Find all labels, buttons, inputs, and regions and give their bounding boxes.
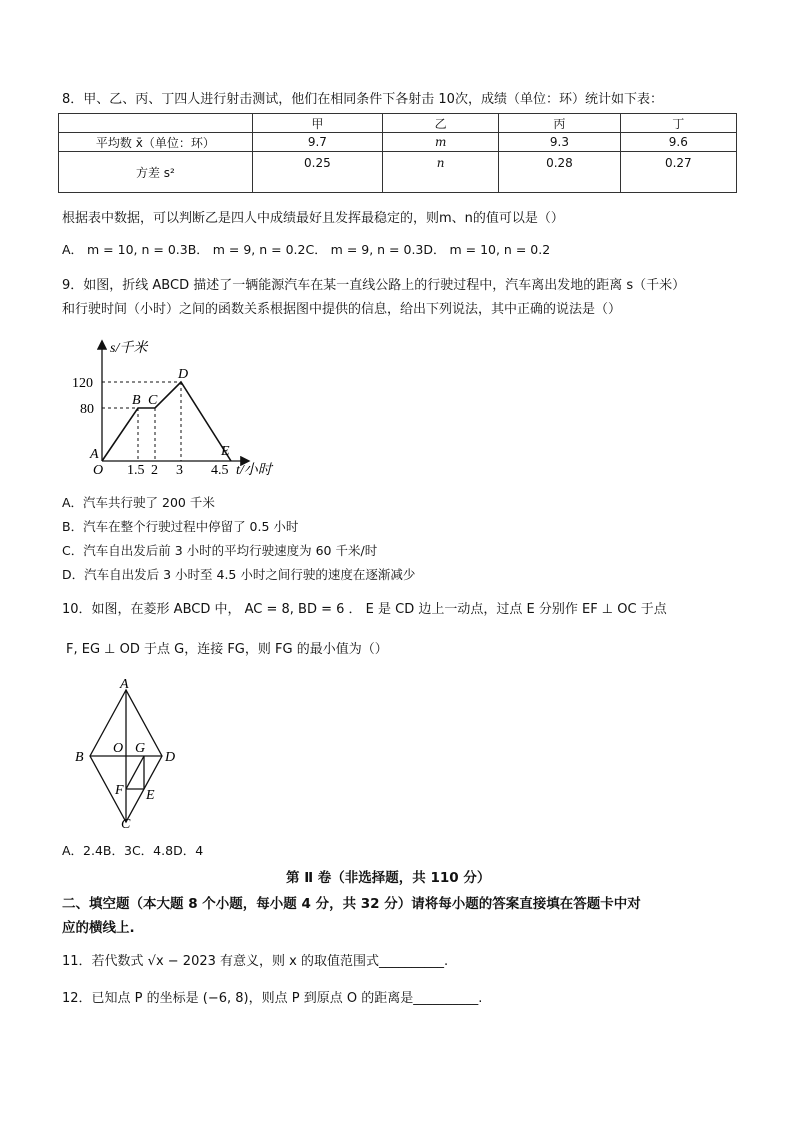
- q11-text: 11．若代数式 √x − 2023 有意义，则 x 的取值范围式__________.: [62, 954, 449, 969]
- table-cell: 9.6: [620, 133, 736, 152]
- table-cell: n: [383, 152, 499, 193]
- point-o-label: O: [113, 741, 124, 756]
- table-cell: 0.25: [252, 152, 382, 193]
- vertex-c-label: C: [121, 817, 131, 832]
- table-cell: m: [383, 133, 499, 152]
- point-label-b: B: [132, 393, 141, 408]
- table-cell: 9.7: [252, 133, 382, 152]
- table-header-cell: 丁: [620, 114, 736, 133]
- section-title: 第 Ⅱ 卷（非选择题，共 110 分）: [286, 870, 491, 886]
- table-row: [59, 133, 737, 152]
- table-row: [59, 152, 737, 193]
- q9-line1: 9．如图，折线 ABCD 描述了一辆能源汽车在某一直线公路上的行驶过程中，汽车离出发地的距离 s（千米）: [62, 278, 686, 293]
- section-heading-line1: 二、填空题（本大题 8 个小题，每小题 4 分，共 32 分）请将每小题的答案直接填在答题卡中对: [62, 896, 641, 912]
- y-tick-label: 120: [72, 376, 93, 391]
- q8-question: 根据表中数据，可以判断乙是四人中成绩最好且发挥最稳定的，则m、n的值可以是（）: [62, 211, 564, 226]
- x-tick-label: 2: [151, 463, 158, 478]
- q9-option-d: D．汽车自出发后 3 小时至 4.5 小时之间行驶的速度在逐渐减少: [62, 567, 416, 582]
- q9-line2: 和行驶时间（小时）之间的函数关系根据图中提供的信息，给出下列说法，其中正确的说法是（）: [62, 302, 622, 317]
- table-header-cell: [59, 114, 253, 133]
- point-label-d: D: [178, 367, 189, 382]
- table-header-cell: 丙: [499, 114, 620, 133]
- y-tick-label: 80: [80, 402, 94, 417]
- q8-stem: 8．甲、乙、丙、丁四人进行射击测试，他们在相同条件下各射击 10次，成绩（单位：环）统计如下表：: [62, 92, 663, 107]
- table-header-row: [59, 114, 737, 133]
- vertex-a-label: A: [120, 677, 129, 692]
- vertex-d-label: D: [165, 750, 176, 765]
- table-cell: 9.3: [499, 133, 620, 152]
- x-tick-label: 1.5: [127, 463, 145, 478]
- distance-time-graph: [68, 334, 286, 478]
- q10-options: A．2.4B．3C．4.8D．4: [62, 843, 204, 858]
- q9-option-a: A．汽车共行驶了 200 千米: [62, 495, 215, 510]
- q9-option-c: C．汽车自出发后前 3 小时的平均行驶速度为 60 千米/时: [62, 543, 378, 558]
- table-cell: 0.28: [499, 152, 620, 193]
- y-axis-label: s/千米: [110, 341, 148, 356]
- point-e-label: E: [146, 788, 155, 803]
- table-cell: 方差 s²: [59, 152, 253, 193]
- x-tick-label: 3: [176, 463, 183, 478]
- vertex-b-label: B: [75, 750, 84, 765]
- q10-line2: F, EG ⊥ OD 于点 G，连接 FG，则 FG 的最小值为（）: [66, 642, 388, 657]
- table-cell: 平均数 x̄（单位：环）: [59, 133, 253, 152]
- table-header-cell: 甲: [252, 114, 382, 133]
- x-tick-label: 4.5: [211, 463, 229, 478]
- q8-options: A． m = 10, n = 0.3B． m = 9, n = 0.2C． m = 9, n = 0.3D． m = 10, n = 0.2: [62, 242, 551, 257]
- table-cell: 0.27: [620, 152, 736, 193]
- section-heading-line2: 应的横线上.: [62, 920, 135, 936]
- q9-option-b: B．汽车在整个行驶过程中停留了 0.5 小时: [62, 519, 299, 534]
- point-g-label: G: [135, 741, 146, 756]
- x-axis-label: t/小时: [236, 463, 272, 478]
- graph-polyline: [102, 382, 231, 461]
- origin-label: O: [93, 463, 104, 478]
- score-table: [58, 113, 737, 193]
- q12-text: 12．已知点 P 的坐标是 (−6, 8)，则点 P 到原点 O 的距离是__________.: [62, 991, 483, 1006]
- table-header-cell: 乙: [383, 114, 499, 133]
- point-label-e: E: [221, 444, 230, 459]
- point-label-c: C: [148, 393, 158, 408]
- point-f-label: F: [115, 783, 124, 798]
- q10-line1: 10．如图，在菱形 ABCD 中， AC = 8, BD = 6 ． E 是 CD 边上一动点，过点 E 分别作 EF ⊥ OC 于点: [62, 602, 667, 617]
- rhombus-figure: [70, 676, 190, 834]
- point-label-a: A: [90, 447, 99, 462]
- segment-fg: [126, 756, 144, 789]
